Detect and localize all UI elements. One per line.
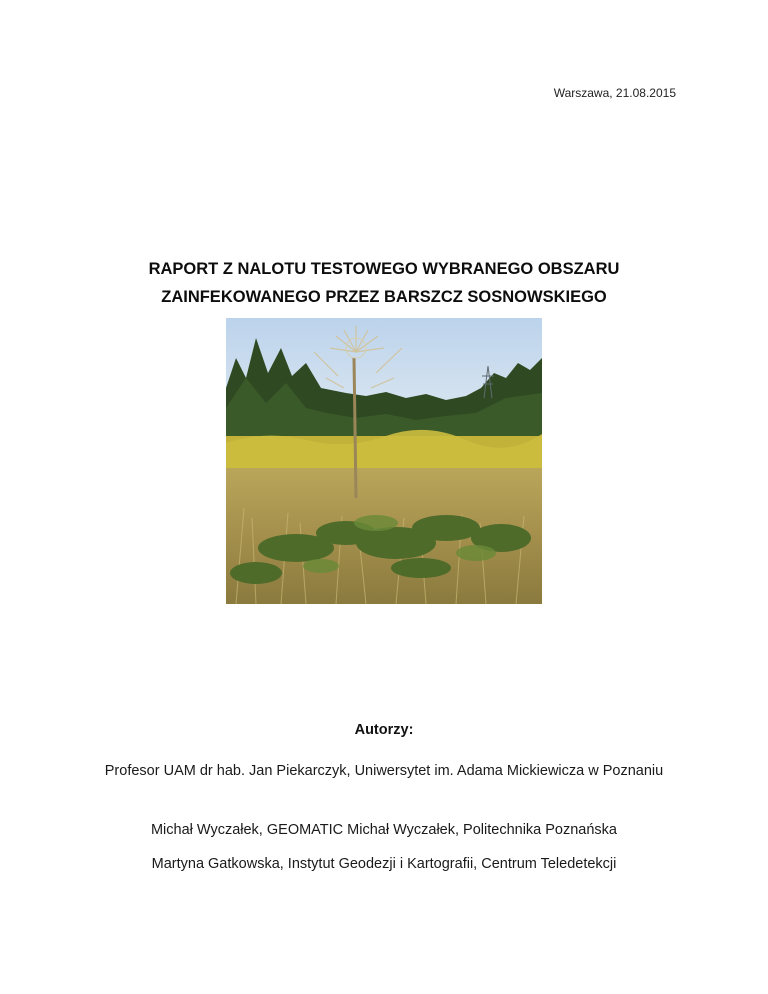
authors-heading: Autorzy: [354, 722, 414, 738]
report-title [60, 255, 708, 311]
date-line: Warszawa, 21.08.2015 [553, 86, 676, 100]
hogweed-field-photo [226, 318, 542, 604]
report-title-line-2: ZAINFEKOWANEGO PRZEZ BARSZCZ SOSNOWSKIEGO [161, 288, 607, 306]
report-title-line-1: RAPORT Z NALOTU TESTOWEGO WYBRANEGO OBSZARU [148, 260, 620, 278]
author-1: Profesor UAM dr hab. Jan Piekarczyk, Uniwersytet im. Adama Mickiewicza w Poznaniu [104, 763, 664, 779]
author-2: Michał Wyczałek, GEOMATIC Michał Wyczałek, Politechnika Poznańska [150, 822, 618, 838]
author-3: Martyna Gatkowska, Instytut Geodezji i Kartografii, Centrum Teledetekcji [151, 856, 617, 872]
